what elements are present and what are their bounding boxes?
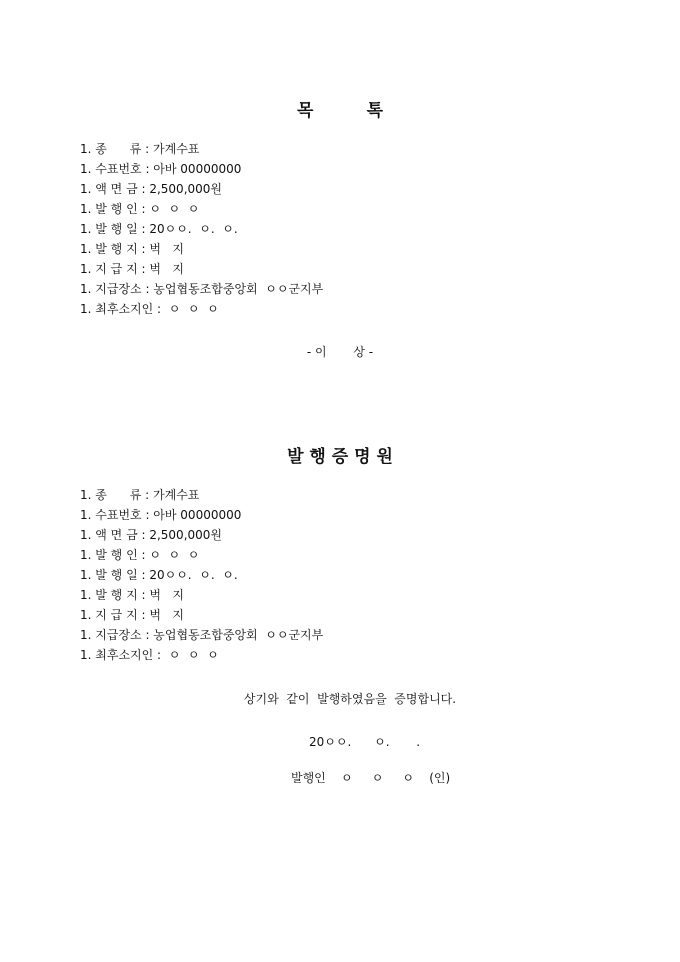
certificate-item-final-holder: 1. 최후소지인 : ㅇ ㅇ ㅇ	[80, 648, 219, 662]
issuer-signature-line: 발행인 ㅇ ㅇ ㅇ (인)	[291, 771, 451, 785]
certificate-item-issuer: 1. 발 행 인 : ㅇ ㅇ ㅇ	[80, 548, 200, 562]
inventory-item-final-holder: 1. 최후소지인 : ㅇ ㅇ ㅇ	[80, 302, 219, 316]
certificate-item-type: 1. 종 류 : 가계수표	[80, 488, 200, 502]
certificate-title: 발 행 증 명 원	[287, 447, 393, 467]
inventory-item-issue-date: 1. 발 행 일 : 20ㅇㅇ. ㅇ. ㅇ.	[80, 222, 238, 236]
certificate-item-payment-location: 1. 지급장소 : 농업협동조합중앙회 ㅇㅇ군지부	[80, 628, 324, 642]
inventory-item-payment-location: 1. 지급장소 : 농업협동조합중앙회 ㅇㅇ군지부	[80, 282, 324, 296]
inventory-item-list	[80, 139, 323, 319]
inventory-item-issue-place: 1. 발 행 지 : 벅 지	[80, 242, 184, 256]
inventory-item-face-amount: 1. 액 면 금 : 2,500,000원	[80, 182, 223, 196]
certificate-item-face-amount: 1. 액 면 금 : 2,500,000원	[80, 528, 223, 542]
inventory-item-check-number: 1. 수표번호 : 아바 00000000	[80, 162, 242, 176]
inventory-item-type: 1. 종 류 : 가계수표	[80, 142, 200, 156]
certificate-date: 20ㅇㅇ. ㅇ. .	[309, 735, 421, 749]
inventory-item-payment-place: 1. 지 급 지 : 벅 지	[80, 262, 184, 276]
certificate-item-issue-date: 1. 발 행 일 : 20ㅇㅇ. ㅇ. ㅇ.	[80, 568, 238, 582]
certificate-item-issue-place: 1. 발 행 지 : 벅 지	[80, 588, 184, 602]
certificate-item-payment-place: 1. 지 급 지 : 벅 지	[80, 608, 184, 622]
end-mark: - 이 상 -	[306, 345, 374, 359]
inventory-title: 목 톡	[296, 101, 384, 121]
certificate-statement: 상기와 같이 발행하였음을 증명합니다.	[243, 692, 457, 706]
inventory-item-issuer: 1. 발 행 인 : ㅇ ㅇ ㅇ	[80, 202, 200, 216]
certificate-item-check-number: 1. 수표번호 : 아바 00000000	[80, 508, 242, 522]
certificate-item-list	[80, 485, 323, 665]
